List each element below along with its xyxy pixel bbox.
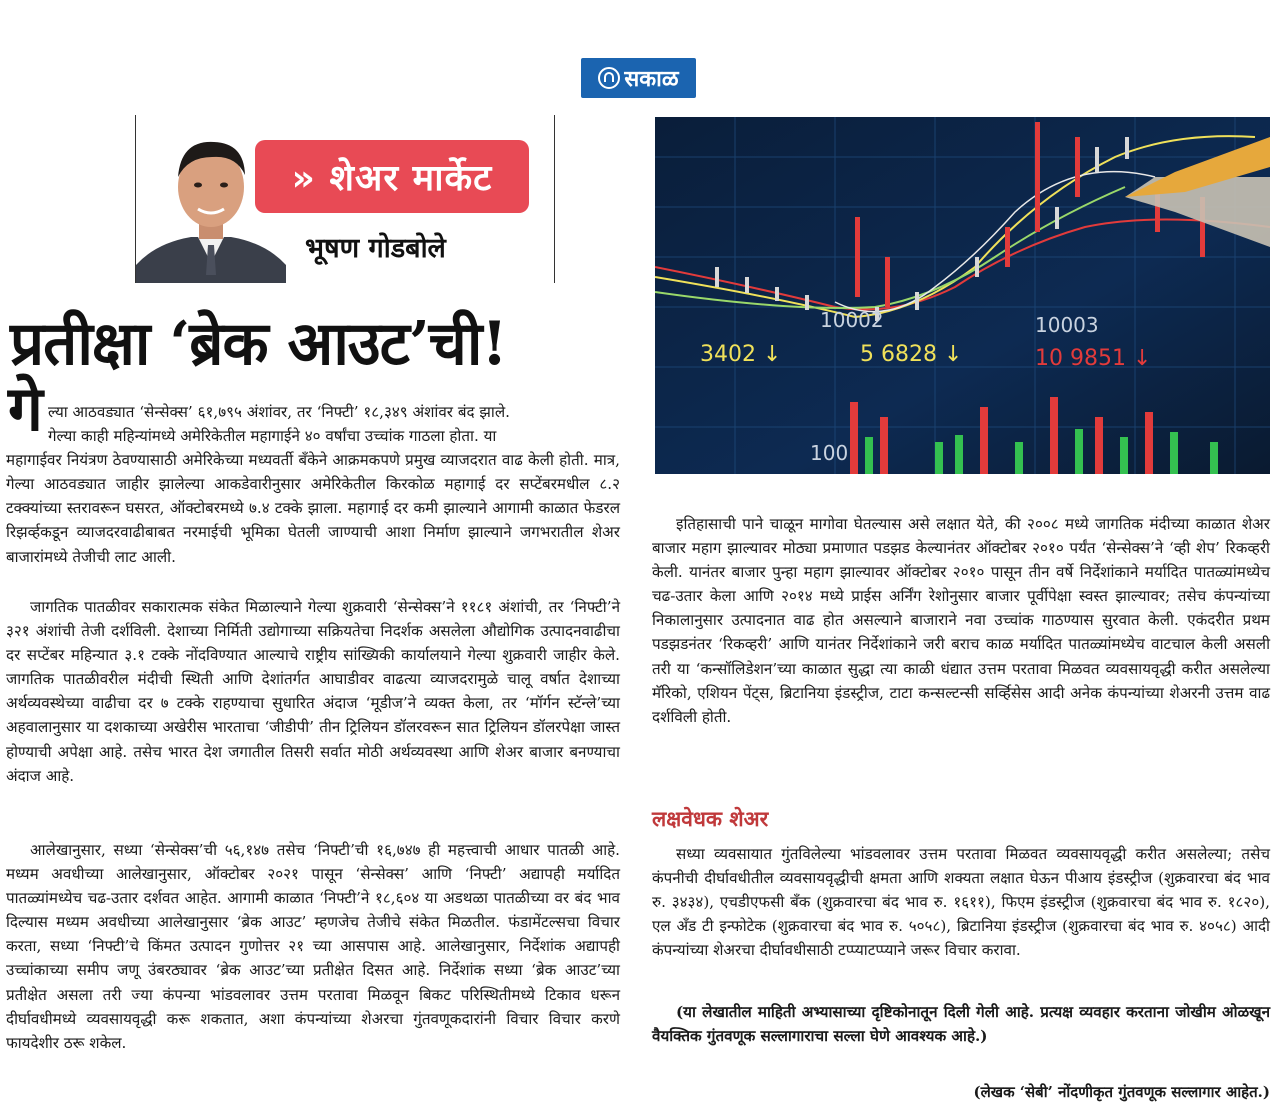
article-paragraph-2: जागतिक पातळीवर सकारात्मक संकेत मिळाल्याने गेल्या शुक्रवारी ‘सेन्सेक्स’ने ११८१ अंशांची, तर ‘निफ्टी’ने ३२१ अंशांची तेजी दर्शविली. देशाच्या निर्मिती उद्योगाच्या सक्रियतेचा निदर्शक असलेला औद्योगिक उत्पादनवाढीचा दर सप्टेंबर महिन्यात ३.१ टक्के नोंदविण्यात आल्याचे राष्ट्रीय सांख्यिकी कार्यालयाने गेल्या शुक्रवारी जाहीर केले. जागतिक पातळीवरील मंदीची स्थिती आणि देशांतर्गत आघाडीवर वाढत्या व्याजदरामुळे चालू वर्षात देशाच्या अर्थव्यवस्थेच्या वाढीचा दर ७ टक्के राहण्याचा सुधारित अंदाज ‘मूडीज’ने व्यक्त केला, तर ‘मॉर्गन स्टॅन्ले’च्या अहवालानुसार या दशकाच्या अखेरीस भारताचा ‘जीडीपी’ तीन ट्रिलियन डॉलरवरून सात ट्रिलियन डॉलरपेक्षा जास्त होण्याची अपेक्षा आहे. तसेच भारत देश जगातील तिसरी सर्वात मोठी अर्थव्यवस्था आणि शेअर बाजार बनण्याचा अंदाज आहे. xyxy=(6,598,620,785)
chart-label-2: 10003 xyxy=(1035,313,1099,337)
p1-line-2: गेल्या काही महिन्यांमध्ये अमेरिकेतील महागाईने ४० वर्षांचा उच्चांक गाठला होता. या xyxy=(48,427,497,446)
chart-label-1: 10002 xyxy=(820,308,884,332)
sakal-logo-icon xyxy=(598,67,620,89)
article-paragraph-4: इतिहासाची पाने चाळून मागोवा घेतल्यास असे लक्षात येते, की २००८ मध्ये जागतिक मंदीच्या काळात शेअर बाजार महाग झाल्यावर मोठ्या प्रमाणात पडझड केल्यानंतर ऑक्टोबर २०१० पर्यंत ‘सेन्सेक्स’ने ‘व्ही शेप’ रिकव्हरी केली. यानंतर बाजार पुन्हा महाग झाल्यावर ऑक्टोबर २०१० पासून तीन वर्षे निर्देशांकाने मर्यादित पातळ्यांमध्येच चढ-उतार केला आणि २०१४ मध्ये प्राईस अर्निंग रेशोनुसार बाजार पूर्वीपेक्षा स्वस्त झाल्यावर; तसेच कंपन्यांच्या निकालानुसार उत्पादनात वाढ होत असल्याने बाजाराने नवा उच्चांक गाठण्यास सुरवात केली. एकंदरीत प्रथम पडझडनंतर ‘रिकव्हरी’ आणि यानंतर निर्देशांकाने जरी बराच काळ मर्यादित पातळ्यांमध्येच वाटचाल केली असली तरी या ‘कन्सॉलिडेशन’च्या काळात सुद्धा त्या काळी धंद्यात उत्तम परतावा मिळवत व्यवसायवृद्धी करीत असलेल्या मॅरिको, एशियन पेंट्स, ब्रिटानिया इंडस्ट्रीज, टाटा कन्सल्टन्सी सर्व्हिसेस आदी अनेक कंपन्यांच्या शेअरनी उत्तम वाढ दर्शविली होती. xyxy=(652,515,1270,726)
subhead-stocks: लक्षवेधक शेअर xyxy=(652,807,769,831)
article-paragraph-1 xyxy=(6,400,620,569)
article-paragraph-5: सध्या व्यवसायात गुंतविलेल्या भांडवलावर उत्तम परतावा मिळवत व्यवसायवृद्धी करीत असलेल्या; तसेच कंपनीची दीर्घावधीतील व्यवसायवृद्धीची क्षमता आणि शक्यता लक्षात घेऊन पीआय इंडस्ट्रीज (शुक्रवारचा बंद भाव रु. ३४३४), एचडीएफसी बँक (शुक्रवारचा बंद भाव रु. १६११), फिएम इंडस्ट्रीज (शुक्रवारचा बंद भाव रु. १८२०), एल अँड टी इन्फोटेक (शुक्रवारचा बंद भाव रु. ५०५८), ब्रिटानिया इंडस्ट्रीज (शुक्रवारचा बंद भाव रु. ४०५८) आदी कंपन्यांच्या शेअरचा दीर्घावधीसाठी टप्प्याटप्प्याने जरूर विचार करावा. xyxy=(652,845,1270,960)
author-name: भूषण गोडबोले xyxy=(305,233,446,264)
p1-rest: महागाईवर नियंत्रण ठेवण्यासाठी अमेरिकेच्या मध्यवर्ती बँकेने आक्रमकपणे प्रमुख व्याजदरात वाढ केली होती. मात्र, गेल्या आठवड्यात जाहीर झालेल्या आकडेवारीनुसार अमेरिकेतील किरकोळ महागाई दर सप्टेंबरमधील ८.२ टक्क्यांच्या स्तरावरून घसरत, ऑक्टोबरमध्ये ७.४ टक्के झाला. महागाई दर कमी झाल्याने आगामी काळात फेडरल रिझर्व्हकडून व्याजदरवाढीबाबत नरमाईची भूमिका घेतली जाण्याची आशा निर्माण झाल्याने जगभरातील शेअर बाजारांमध्ये तेजीची लाट आली. xyxy=(6,451,620,566)
sakal-logo xyxy=(581,58,696,98)
column-tag: » शेअर मार्केट xyxy=(255,140,529,213)
author-byline: (लेखक ‘सेबी’ नोंदणीकृत गुंतवणूक सल्लागार आहेत.) xyxy=(973,1083,1270,1101)
headline: प्रतीक्षा ‘ब्रेक आउट’ची! xyxy=(10,309,507,379)
readout-2: 5 6828 ↓ xyxy=(860,342,963,367)
stock-chart-photo xyxy=(655,117,1270,474)
p1-line-1: ल्या आठवड्यात ‘सेन्सेक्स’ ६१,७९५ अंशांवर, तर ‘निफ्टी’ १८,३४९ अंशांवर बंद झाले. xyxy=(48,403,510,421)
readout-1: 3402 ↓ xyxy=(700,342,782,367)
disclaimer: (या लेखातील माहिती अभ्यासाच्या दृष्टिकोनातून दिली गेली आहे. प्रत्यक्ष व्यवहार करताना जोखीम ओळखून वैयक्तिक गुंतवणूक सल्लागाराचा सल्ला घेणे आवश्यक आहे.) xyxy=(652,1003,1270,1046)
chart-label-3: 100 xyxy=(810,441,849,465)
drop-cap: गे xyxy=(8,372,43,445)
logo-text: सकाळ xyxy=(624,67,679,92)
readout-3: 10 9851 ↓ xyxy=(1035,346,1152,371)
article-paragraph-3: आलेखानुसार, सध्या ‘सेन्सेक्स’ची ५६,१४७ तसेच ‘निफ्टी’ची १६,७४७ ही महत्त्वाची आधार पातळी आहे. मध्यम अवधीच्या आलेखानुसार, ऑक्टोबर २०२१ पासून ‘सेन्सेक्स’ आणि ‘निफ्टी’ अद्यापही मर्यादित पातळ्यांमध्येच चढ-उतार दर्शवत आहेत. आगामी काळात ‘निफ्टी’ने १८,६०४ या अडथळा पातळीच्या वर बंद भाव दिल्यास मध्यम अवधीच्या आलेखानुसार ‘ब्रेक आउट’ म्हणजेच तेजीचे संकेत मिळतील. फंडामेंटल्सचा विचार करता, सध्या ‘निफ्टी’चे किंमत उत्पादन गुणोत्तर २१ च्या आसपास आहे. आलेखानुसार, निर्देशांक अद्यापही उच्चांकाच्या समीप जणू उंबरठ्यावर ‘ब्रेक आउट’च्या प्रतीक्षेत दिसत आहे. निर्देशांक सध्या ‘ब्रेक आउट’च्या प्रतीक्षेत असला तरी ज्या कंपन्या भांडवलावर उत्तम परतावा मिळवून बिकट परिस्थितीमध्ये टिकाव धरून दीर्घावधीमध्ये व्यवसायवृद्धी करू शकतात, अशा कंपन्यांच्या शेअरचा गुंतवणूकदारांनी विचार विचार करणे फायदेशीर ठरू शकेल. xyxy=(6,841,620,1052)
